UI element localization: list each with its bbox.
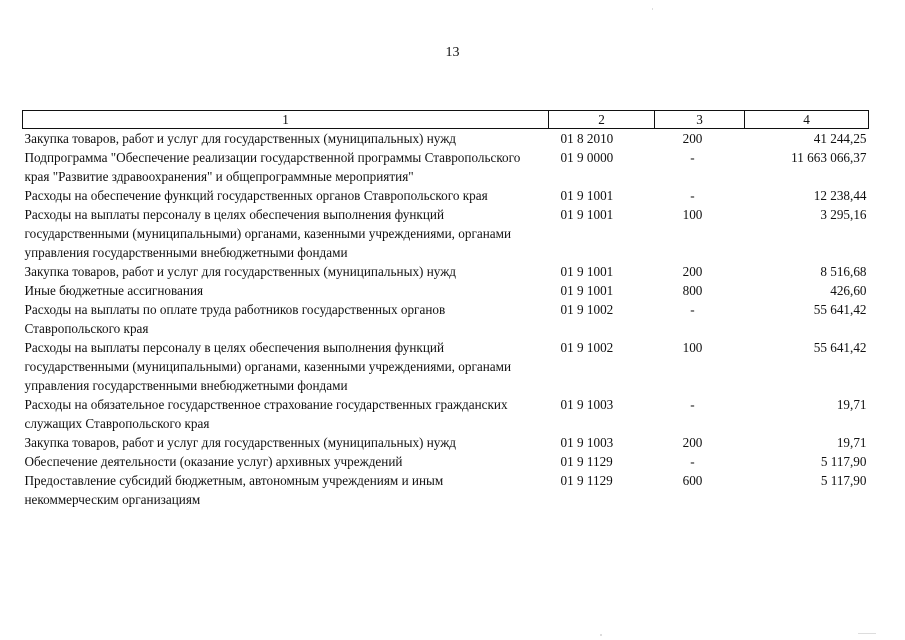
- row-amount: 19,71: [836, 397, 867, 412]
- header-col-1: 1: [23, 111, 549, 129]
- table-header: [23, 111, 869, 129]
- row-name: Закупка товаров, работ и услуг для государственных (муниципальных) нужд: [24, 131, 457, 146]
- row-code: 01 8 2010: [560, 131, 614, 146]
- table-row: [23, 452, 869, 471]
- row-amount: 3 295,16: [820, 207, 867, 222]
- row-code: 01 9 0000: [560, 150, 614, 165]
- header-col-3: 3: [655, 111, 745, 129]
- scan-speck: [652, 8, 653, 10]
- row-amount: 55 641,42: [813, 340, 867, 355]
- page-number: 13: [445, 45, 460, 60]
- row-code: 01 9 1129: [560, 454, 613, 469]
- table-row: [23, 281, 869, 300]
- row-name: Предоставление субсидий бюджетным, автономным учреждениям и иным некоммерческим организациям: [24, 473, 444, 507]
- row-name: Расходы на выплаты персоналу в целях обеспечения выполнения функций государственными (муниципальными) органами, казенными учреждениями, органами управления государственными внебюджетными фондами: [24, 340, 512, 393]
- row-code: 01 9 1003: [560, 397, 614, 412]
- row-name: Иные бюджетные ассигнования: [24, 283, 204, 298]
- row-code: 01 9 1002: [560, 302, 614, 317]
- row-name: Подпрограмма "Обеспечение реализации государственной программы Ставропольского края "Развитие здравоохранения" и общепрограммные мероприятия": [24, 150, 521, 184]
- row-type: 800: [682, 283, 703, 298]
- row-name: Расходы на выплаты по оплате труда работников государственных органов Ставропольского края: [24, 302, 446, 336]
- row-name: Закупка товаров, работ и услуг для государственных (муниципальных) нужд: [24, 435, 457, 450]
- row-name: Расходы на обязательное государственное страхование государственных гражданских служащих Ставропольского края: [24, 397, 508, 431]
- header-col-4: 4: [745, 111, 869, 129]
- row-name: Расходы на обеспечение функций государственных органов Ставропольского края: [24, 188, 488, 203]
- row-type: 100: [682, 340, 703, 355]
- row-type: -: [690, 454, 695, 469]
- row-type: 200: [682, 131, 703, 146]
- row-type: -: [690, 302, 695, 317]
- row-name: Закупка товаров, работ и услуг для государственных (муниципальных) нужд: [24, 264, 457, 279]
- row-code: 01 9 1001: [560, 207, 614, 222]
- row-type: 200: [682, 435, 703, 450]
- row-type: -: [690, 397, 695, 412]
- table-row: [23, 300, 869, 338]
- table-row: [23, 205, 869, 262]
- row-amount: 426,60: [830, 283, 867, 298]
- table-row: [23, 186, 869, 205]
- row-code: 01 9 1001: [560, 264, 614, 279]
- row-type: 200: [682, 264, 703, 279]
- table-row: [23, 262, 869, 281]
- row-amount: 5 117,90: [820, 473, 867, 488]
- row-name: Обеспечение деятельности (оказание услуг) архивных учреждений: [24, 454, 403, 469]
- scan-speck: [858, 633, 876, 634]
- row-code: 01 9 1003: [560, 435, 614, 450]
- row-amount: 19,71: [836, 435, 867, 450]
- table-row: [23, 433, 869, 452]
- row-amount: 55 641,42: [813, 302, 867, 317]
- row-amount: 11 663 066,37: [791, 150, 867, 165]
- row-amount: 41 244,25: [813, 131, 867, 146]
- row-type: 100: [682, 207, 703, 222]
- row-amount: 5 117,90: [820, 454, 867, 469]
- row-name: Расходы на выплаты персоналу в целях обеспечения выполнения функций государственными (муниципальными) органами, казенными учреждениями, органами управления государственными внебюджетными фондами: [24, 207, 512, 260]
- row-code: 01 9 1129: [560, 473, 613, 488]
- header-row: [23, 111, 869, 129]
- row-code: 01 9 1002: [560, 340, 614, 355]
- scan-speck: [600, 634, 602, 636]
- row-amount: 12 238,44: [813, 188, 867, 203]
- row-amount: 8 516,68: [820, 264, 867, 279]
- row-type: -: [690, 150, 695, 165]
- table-row: [23, 148, 869, 186]
- table-row: [23, 338, 869, 395]
- table-body: [23, 129, 869, 510]
- row-code: 01 9 1001: [560, 188, 614, 203]
- budget-table: [22, 110, 869, 509]
- row-code: 01 9 1001: [560, 283, 614, 298]
- table-row: [23, 471, 869, 509]
- table-row: [23, 129, 869, 149]
- row-type: 600: [682, 473, 703, 488]
- row-type: -: [690, 188, 695, 203]
- header-col-2: 2: [549, 111, 655, 129]
- table-row: [23, 395, 869, 433]
